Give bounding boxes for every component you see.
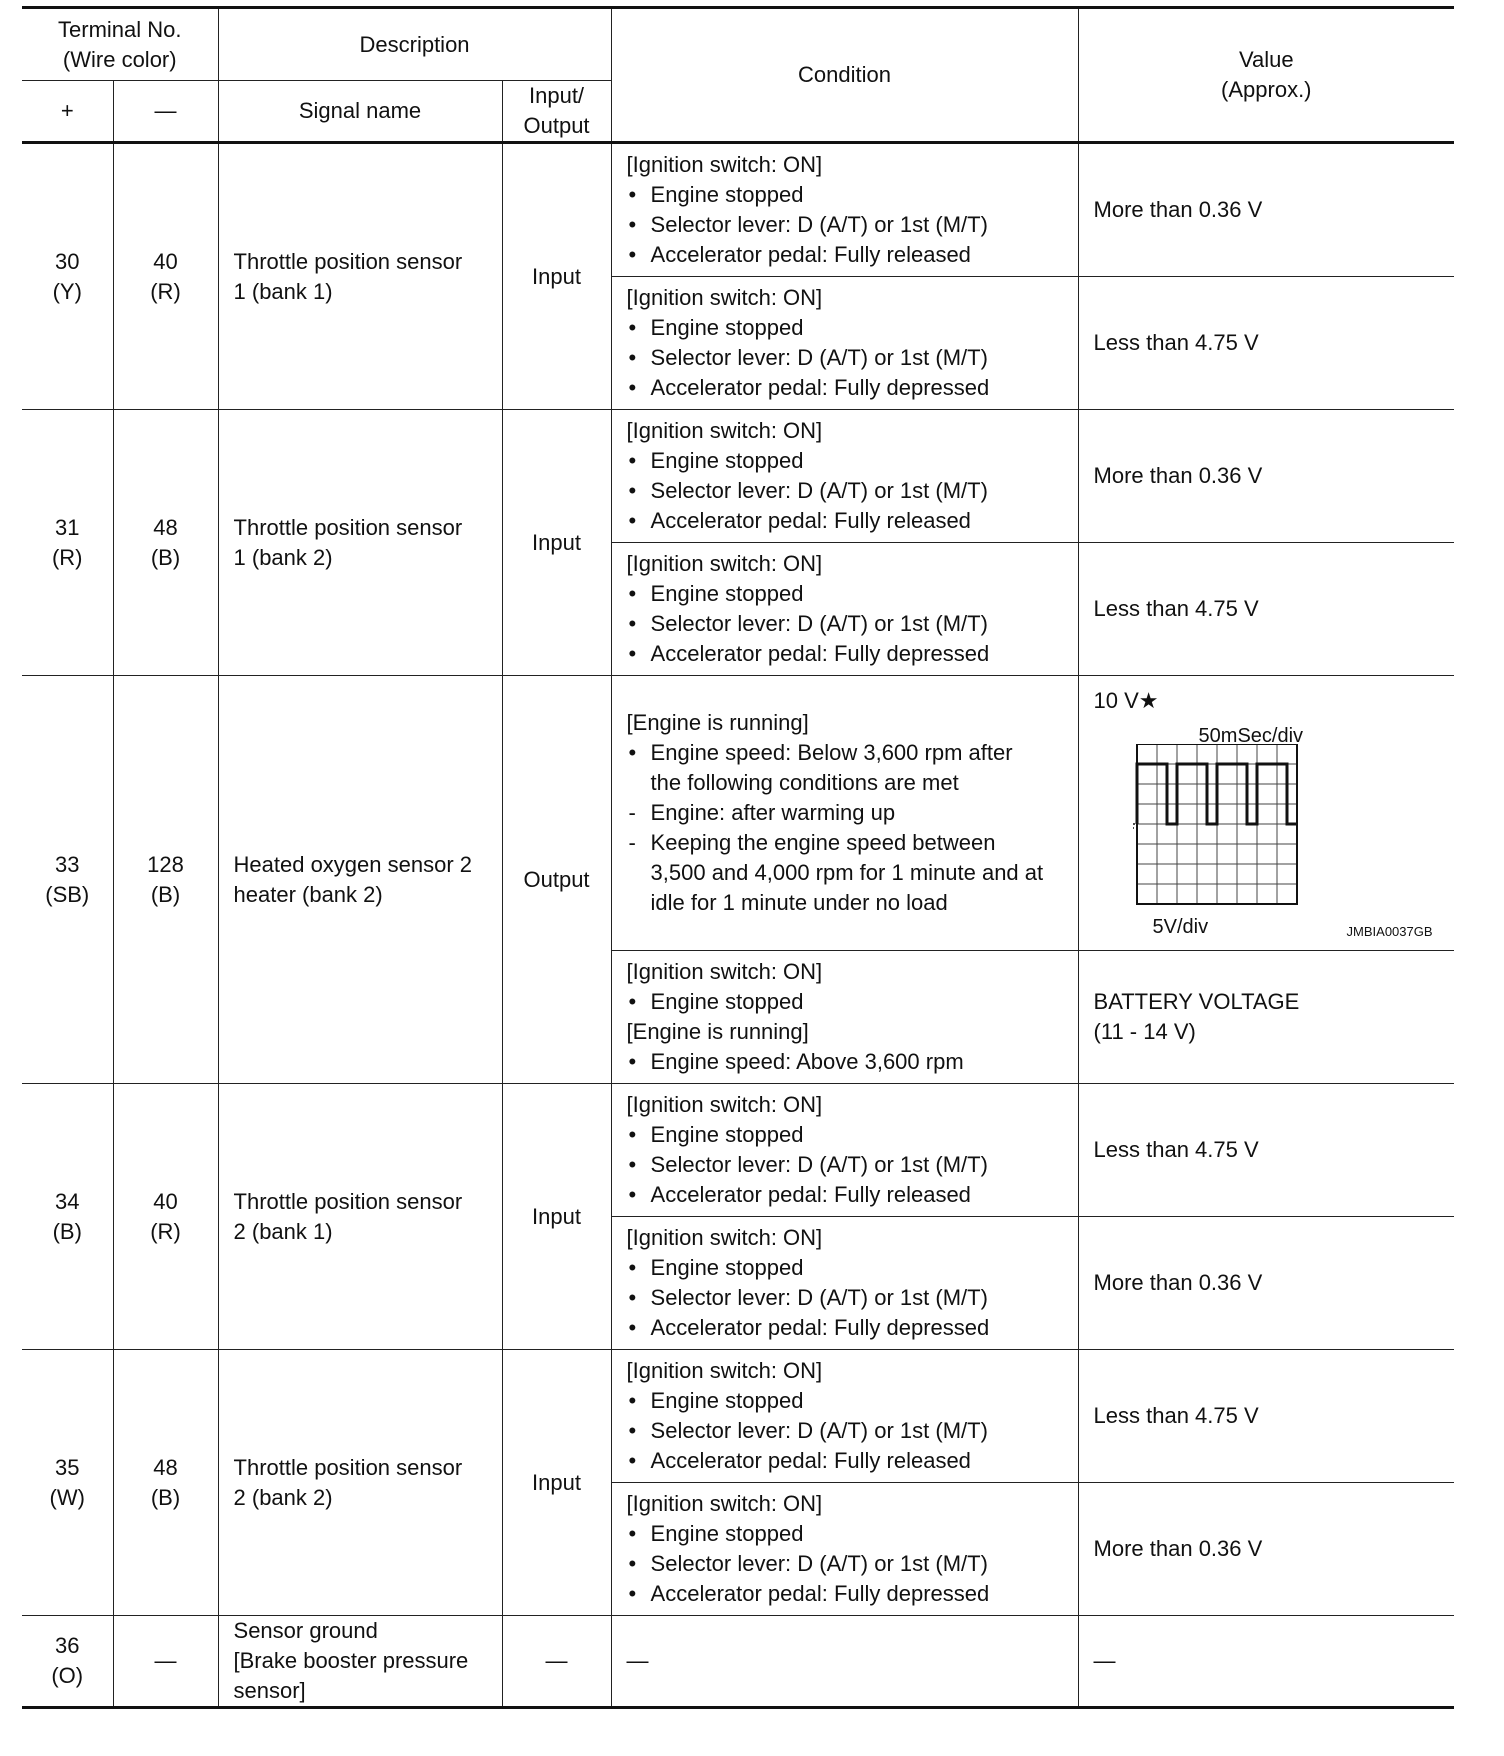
wire-color: (SB) xyxy=(45,881,90,907)
header-signal-name: Signal name xyxy=(218,81,502,143)
value: Less than 4.75 V xyxy=(1078,1084,1454,1217)
condition xyxy=(611,1483,1078,1616)
plus-terminal xyxy=(22,1616,113,1708)
condition-bullet: • Engine stopped xyxy=(627,1519,1072,1549)
table-row xyxy=(22,1350,1454,1483)
signal-name-line: [Brake booster pressure xyxy=(233,1648,469,1673)
condition-dash-line: - Keeping the engine speed between xyxy=(650,830,996,855)
condition-bullet: • Engine stopped xyxy=(627,446,1072,476)
condition-bullet: • Accelerator pedal: Fully released xyxy=(627,506,1072,536)
plus-terminal xyxy=(22,1350,113,1616)
condition-bullet: • Selector lever: D (A/T) or 1st (M/T) xyxy=(627,1283,1072,1313)
condition-bullet: • Accelerator pedal: Fully depressed xyxy=(627,373,1072,403)
condition-dash-item: - Engine: after warming up xyxy=(627,798,1072,828)
terminal-spec-table xyxy=(22,6,1454,1709)
minus-terminal xyxy=(113,676,218,1084)
wire-color: (O) xyxy=(51,1663,84,1688)
condition-dash-line: 3,500 and 4,000 rpm for 1 minute and at xyxy=(650,860,1044,885)
terminal-number: 48 xyxy=(153,1454,178,1480)
signal-name-line: 2 (bank 2) xyxy=(233,1484,333,1510)
signal-name-line: Throttle position sensor xyxy=(233,514,463,540)
header-minus: — xyxy=(113,81,218,143)
condition-bullet: • Engine stopped xyxy=(627,987,1072,1017)
condition-bullet-line: • Engine speed: Below 3,600 rpm after xyxy=(650,740,1013,765)
terminal-number: 40 xyxy=(153,248,178,274)
condition xyxy=(611,410,1078,543)
header-terminal-label: Terminal No. xyxy=(58,16,182,42)
wire-color: (B) xyxy=(52,1218,82,1244)
value: More than 0.36 V xyxy=(1078,410,1454,543)
condition-line: [Ignition switch: ON] xyxy=(626,285,823,310)
minus-terminal xyxy=(113,143,218,410)
input-output: Input xyxy=(502,1084,611,1350)
condition-bullet: • Engine stopped xyxy=(627,579,1072,609)
input-output: — xyxy=(502,1616,611,1708)
terminal-number: 33 xyxy=(55,851,80,877)
wire-color: (B) xyxy=(150,1484,181,1510)
terminal-number: 48 xyxy=(153,514,178,540)
condition-bullet: • Selector lever: D (A/T) or 1st (M/T) xyxy=(627,210,1072,240)
header-wire-color-label: (Wire color) xyxy=(62,46,177,72)
value-line: (11 - 14 V) xyxy=(1093,1019,1196,1044)
condition xyxy=(611,1217,1078,1350)
condition xyxy=(611,543,1078,676)
condition xyxy=(611,143,1078,277)
value: More than 0.36 V xyxy=(1078,1483,1454,1616)
condition-bullet: • Selector lever: D (A/T) or 1st (M/T) xyxy=(627,609,1072,639)
signal-name-line: sensor] xyxy=(233,1678,306,1703)
minus-terminal: — xyxy=(113,1616,218,1708)
table-row xyxy=(22,143,1454,277)
condition-bullet: • Selector lever: D (A/T) or 1st (M/T) xyxy=(627,1549,1072,1579)
condition-bullet: • Engine stopped xyxy=(627,1120,1072,1150)
condition-line: [Ignition switch: ON] xyxy=(626,418,823,443)
oscilloscope-waveform-icon xyxy=(1133,744,1323,914)
condition-line: [Ignition switch: ON] xyxy=(626,152,823,177)
signal-name xyxy=(218,410,502,676)
condition-bullet: • Selector lever: D (A/T) or 1st (M/T) xyxy=(627,1150,1072,1180)
condition-bullet: • Engine speed: Above 3,600 rpm xyxy=(627,1047,1072,1077)
header-value xyxy=(1078,8,1454,143)
signal-name-line: Heated oxygen sensor 2 xyxy=(233,851,473,877)
condition-bullet: • Accelerator pedal: Fully depressed xyxy=(627,1579,1072,1609)
header-description: Description xyxy=(218,8,611,81)
wire-color: (R) xyxy=(150,1218,181,1244)
value: Less than 4.75 V xyxy=(1078,543,1454,676)
condition-line: [Ignition switch: ON] xyxy=(626,959,823,984)
condition-line: [Ignition switch: ON] xyxy=(626,1225,823,1250)
condition-bullet: • Selector lever: D (A/T) or 1st (M/T) xyxy=(627,476,1072,506)
plus-terminal xyxy=(22,410,113,676)
condition-line: [Engine is running] xyxy=(626,710,809,735)
header-value-label: Value xyxy=(1238,47,1294,72)
terminal-number: 35 xyxy=(55,1454,80,1480)
signal-name-line: Throttle position sensor xyxy=(233,1188,463,1214)
condition-dash-line: idle for 1 minute under no load xyxy=(650,890,948,915)
wire-color: (R) xyxy=(150,278,181,304)
signal-name-line: Throttle position sensor xyxy=(233,1454,463,1480)
signal-name-line: 1 (bank 2) xyxy=(233,544,333,570)
condition-bullet-line: the following conditions are met xyxy=(650,770,959,795)
condition-line: [Ignition switch: ON] xyxy=(626,1358,823,1383)
waveform-value xyxy=(1078,676,1454,951)
signal-name xyxy=(218,1616,502,1708)
condition-bullet: • Accelerator pedal: Fully depressed xyxy=(627,639,1072,669)
input-output: Output xyxy=(502,676,611,1084)
signal-name xyxy=(218,1084,502,1350)
minus-terminal xyxy=(113,410,218,676)
value: — xyxy=(1078,1616,1454,1708)
wire-color: (W) xyxy=(49,1484,85,1510)
waveform-voltage: 10 V★ xyxy=(1093,688,1159,713)
table-row xyxy=(22,410,1454,543)
table-row xyxy=(22,1084,1454,1217)
wire-color: (B) xyxy=(150,544,181,570)
condition xyxy=(611,1084,1078,1217)
header-terminal xyxy=(22,8,218,81)
condition-bullet: • Accelerator pedal: Fully released xyxy=(627,1180,1072,1210)
minus-terminal xyxy=(113,1350,218,1616)
condition-bullet: • Engine stopped xyxy=(627,1386,1072,1416)
signal-name xyxy=(218,676,502,1084)
value: More than 0.36 V xyxy=(1078,143,1454,277)
signal-name-line: 2 (bank 1) xyxy=(233,1218,333,1244)
condition-bullet: • Accelerator pedal: Fully released xyxy=(627,1446,1072,1476)
condition-bullet: • Engine stopped xyxy=(627,1253,1072,1283)
condition-bullet: • Accelerator pedal: Fully released xyxy=(627,240,1072,270)
signal-name-line: Throttle position sensor xyxy=(233,248,463,274)
wire-color: (R) xyxy=(51,544,83,570)
header-plus: + xyxy=(22,81,113,143)
figure-code: JMBIA0037GB xyxy=(1346,924,1433,939)
terminal-number: 40 xyxy=(153,1188,178,1214)
value: More than 0.36 V xyxy=(1078,1217,1454,1350)
condition-bullet: • Accelerator pedal: Fully depressed xyxy=(627,1313,1072,1343)
condition xyxy=(611,676,1078,951)
value: Less than 4.75 V xyxy=(1078,1350,1454,1483)
waveform-voltage-scale: 5V/div xyxy=(1152,916,1209,938)
signal-name-line: heater (bank 2) xyxy=(233,881,383,907)
minus-terminal xyxy=(113,1084,218,1350)
wire-color: (Y) xyxy=(52,278,82,304)
header-io-label-1: Input/ xyxy=(529,83,585,108)
condition-bullet: • Selector lever: D (A/T) or 1st (M/T) xyxy=(627,1416,1072,1446)
terminal-number: 30 xyxy=(55,248,80,274)
condition: — xyxy=(611,1616,1078,1708)
header-approx-label: (Approx.) xyxy=(1221,77,1312,102)
condition xyxy=(611,951,1078,1084)
terminal-number: 128 xyxy=(147,851,184,877)
condition-dash-item xyxy=(627,828,1072,918)
value-line: BATTERY VOLTAGE xyxy=(1093,989,1300,1014)
table-row xyxy=(22,676,1454,951)
condition-bullet: • Engine stopped xyxy=(627,180,1072,210)
terminal-number: 31 xyxy=(55,514,80,540)
signal-name xyxy=(218,143,502,410)
plus-terminal xyxy=(22,676,113,1084)
input-output: Input xyxy=(502,143,611,410)
condition-line: [Ignition switch: ON] xyxy=(626,551,823,576)
wire-color: (B) xyxy=(150,881,181,907)
value xyxy=(1078,951,1454,1084)
terminal-number: 34 xyxy=(55,1188,80,1214)
condition-bullet: • Engine stopped xyxy=(627,313,1072,343)
condition-line: [Ignition switch: ON] xyxy=(626,1092,823,1117)
header-condition: Condition xyxy=(611,8,1078,143)
plus-terminal xyxy=(22,1084,113,1350)
condition xyxy=(611,1350,1078,1483)
condition-bullet: • Selector lever: D (A/T) or 1st (M/T) xyxy=(627,343,1072,373)
condition-bullet xyxy=(627,738,1072,798)
header-io-label-2: Output xyxy=(523,113,590,138)
signal-name xyxy=(218,1350,502,1616)
signal-name-line: Sensor ground xyxy=(233,1618,378,1643)
signal-name-line: 1 (bank 1) xyxy=(233,278,333,304)
value: Less than 4.75 V xyxy=(1078,277,1454,410)
plus-terminal xyxy=(22,143,113,410)
table-row xyxy=(22,1616,1454,1708)
terminal-number: 36 xyxy=(55,1633,80,1658)
input-output: Input xyxy=(502,410,611,676)
input-output: Input xyxy=(502,1350,611,1616)
condition-line: [Ignition switch: ON] xyxy=(626,1491,823,1516)
waveform-time-scale: 50mSec/div xyxy=(1198,725,1304,747)
header-input-output xyxy=(502,81,611,143)
condition xyxy=(611,277,1078,410)
condition-line: [Engine is running] xyxy=(626,1019,809,1044)
